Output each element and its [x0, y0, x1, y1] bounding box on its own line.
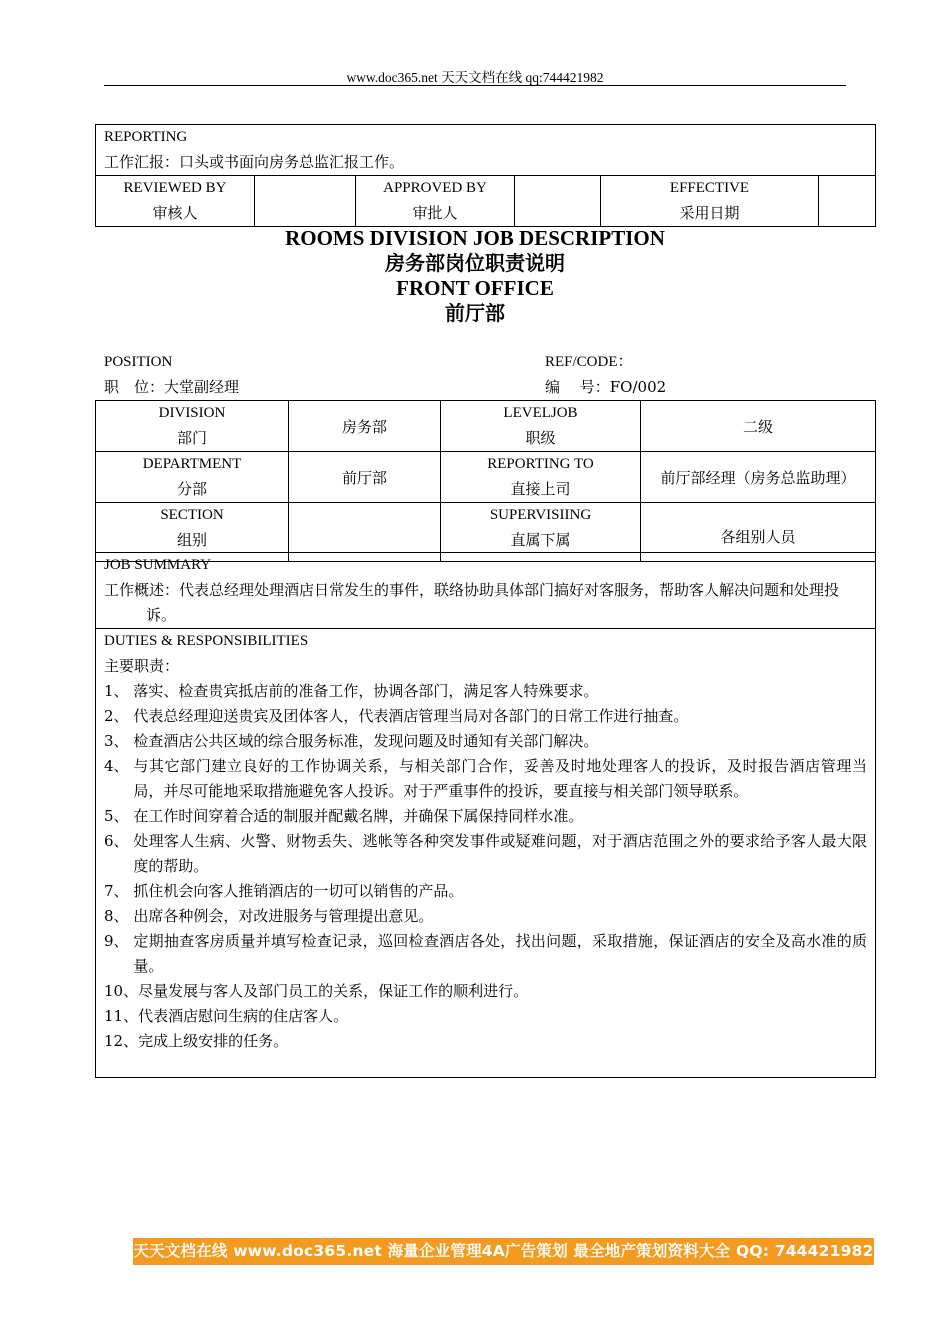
- position-info: [104, 350, 239, 400]
- duty-item: [104, 804, 867, 829]
- reporting-cell: [96, 125, 876, 176]
- position-info-table: [95, 400, 876, 562]
- duty-number: 6、: [104, 832, 134, 850]
- reviewed-by-value: [255, 176, 356, 227]
- department-label: DEPARTMENT 分部: [96, 452, 289, 503]
- footer-banner: 天天文档在线 www.doc365.net 海量企业管理4A广告策划 最全地产策划资料大全 QQ: 744421982: [133, 1238, 874, 1265]
- job-detail-table: [95, 552, 876, 1078]
- supervising-label: SUPERVISIING 直属下属: [441, 503, 641, 562]
- duty-item: [104, 929, 867, 979]
- duty-text: 检查酒店公共区域的综合服务标准，发现问题及时通知有关部门解决。: [133, 732, 599, 750]
- duty-text: 抓住机会向客人推销酒店的一切可以销售的产品。: [133, 882, 464, 900]
- effective-label: EFFECTIVE 采用日期: [601, 176, 819, 227]
- duties-cell: [96, 629, 876, 1078]
- job-summary-text: 工作概述：代表总经理处理酒店日常发生的事件，联络协助具体部门搞好对客服务，帮助客人解决问题和处理投诉。: [104, 581, 840, 624]
- duty-number: 7、: [104, 882, 134, 900]
- level-value: 二级: [641, 401, 876, 452]
- reporting-to-label: REPORTING TO 直接上司: [441, 452, 641, 503]
- duty-text: 代表总经理迎送贵宾及团体客人，代表酒店管理当局对各部门的日常工作进行抽查。: [133, 707, 689, 725]
- effective-value: [819, 176, 876, 227]
- supervising-value: 各组别人员: [641, 503, 876, 562]
- duty-number: 10、: [104, 982, 139, 1000]
- duty-item: [104, 904, 867, 929]
- duty-number: 2、: [104, 707, 134, 725]
- approval-table: [95, 124, 876, 227]
- document-title: [0, 226, 950, 326]
- approved-by-value: [515, 176, 601, 227]
- ref-code-value: 编 号：FO/002: [545, 378, 667, 396]
- section-label: SECTION 组别: [96, 503, 289, 562]
- duty-number: 11、: [104, 1007, 139, 1025]
- title-en: ROOMS DIVISION JOB DESCRIPTION: [285, 226, 665, 250]
- duty-text: 尽量发展与客人及部门员工的关系，保证工作的顺利进行。: [138, 982, 529, 1000]
- duty-item: [104, 1029, 867, 1054]
- duty-number: 5、: [104, 807, 134, 825]
- page-header: www.doc365.net 天天文档在线 qq:744421982: [346, 70, 604, 85]
- reporting-to-value: 前厅部经理（房务总监助理）: [641, 452, 876, 503]
- reporting-text: 工作汇报：口头或书面向房务总监汇报工作。: [104, 153, 405, 171]
- position-block: [104, 350, 864, 400]
- division-label: DIVISION 部门: [96, 401, 289, 452]
- approved-by-label: APPROVED BY 审批人: [356, 176, 515, 227]
- reporting-label-en: REPORTING: [104, 129, 188, 145]
- reviewed-by-label: REVIEWED BY 审核人: [96, 176, 255, 227]
- department-title-cn: 前厅部: [445, 301, 505, 325]
- duty-item: [104, 729, 867, 754]
- duties-list: [96, 679, 875, 1054]
- duties-subtitle: 主要职责：: [104, 657, 180, 675]
- duty-number: 12、: [104, 1032, 139, 1050]
- duty-item: [104, 979, 867, 1004]
- duty-text: 在工作时间穿着合适的制服并配戴名牌，并确保下属保持同样水准。: [133, 807, 584, 825]
- job-summary-cell: [96, 553, 876, 629]
- department-title-en: FRONT OFFICE: [396, 276, 554, 300]
- duty-text: 完成上级安排的任务。: [138, 1032, 289, 1050]
- department-value: 前厅部: [289, 452, 441, 503]
- duty-text: 代表酒店慰问生病的住店客人。: [138, 1007, 349, 1025]
- duties-title: DUTIES & RESPONSIBILITIES: [104, 633, 309, 649]
- duty-item: [104, 754, 867, 804]
- duty-item: [104, 1004, 867, 1029]
- duty-item: [104, 704, 867, 729]
- position-value: 职 位：大堂副经理: [104, 378, 240, 396]
- header-rule: [104, 85, 846, 86]
- duty-number: 4、: [104, 757, 134, 775]
- duty-item: [104, 679, 867, 704]
- duty-text: 定期抽查客房质量并填写检查记录，巡回检查酒店各处，找出问题，采取措施，保证酒店的安全及高水准的质量。: [133, 932, 867, 975]
- ref-code-info: [545, 350, 666, 400]
- division-value: 房务部: [289, 401, 441, 452]
- duty-text: 落实、检查贵宾抵店前的准备工作，协调各部门，满足客人特殊要求。: [133, 682, 599, 700]
- ref-code-label: REF/CODE：: [545, 354, 633, 370]
- duty-text: 处理客人生病、火警、财物丢失、逃帐等各种突发事件或疑难问题，对于酒店范围之外的要求给予客人最大限度的帮助。: [133, 832, 867, 875]
- duty-number: 8、: [104, 907, 134, 925]
- duty-number: 3、: [104, 732, 134, 750]
- duty-item: [104, 829, 867, 879]
- duty-text: 出席各种例会，对改进服务与管理提出意见。: [133, 907, 434, 925]
- duty-item: [104, 879, 867, 904]
- duty-number: 1、: [104, 682, 134, 700]
- position-label-en: POSITION: [104, 354, 173, 370]
- job-summary-title: JOB SUMMARY: [104, 557, 212, 573]
- duty-number: 9、: [104, 932, 134, 950]
- level-label: LEVELJOB 职级: [441, 401, 641, 452]
- title-cn: 房务部岗位职责说明: [385, 251, 565, 275]
- duty-text: 与其它部门建立良好的工作协调关系，与相关部门合作，妥善及时地处理客人的投诉，及时报告酒店管理当局，并尽可能地采取措施避免客人投诉。对于严重事件的投诉，要直接与相关部门领导联系。: [133, 757, 867, 800]
